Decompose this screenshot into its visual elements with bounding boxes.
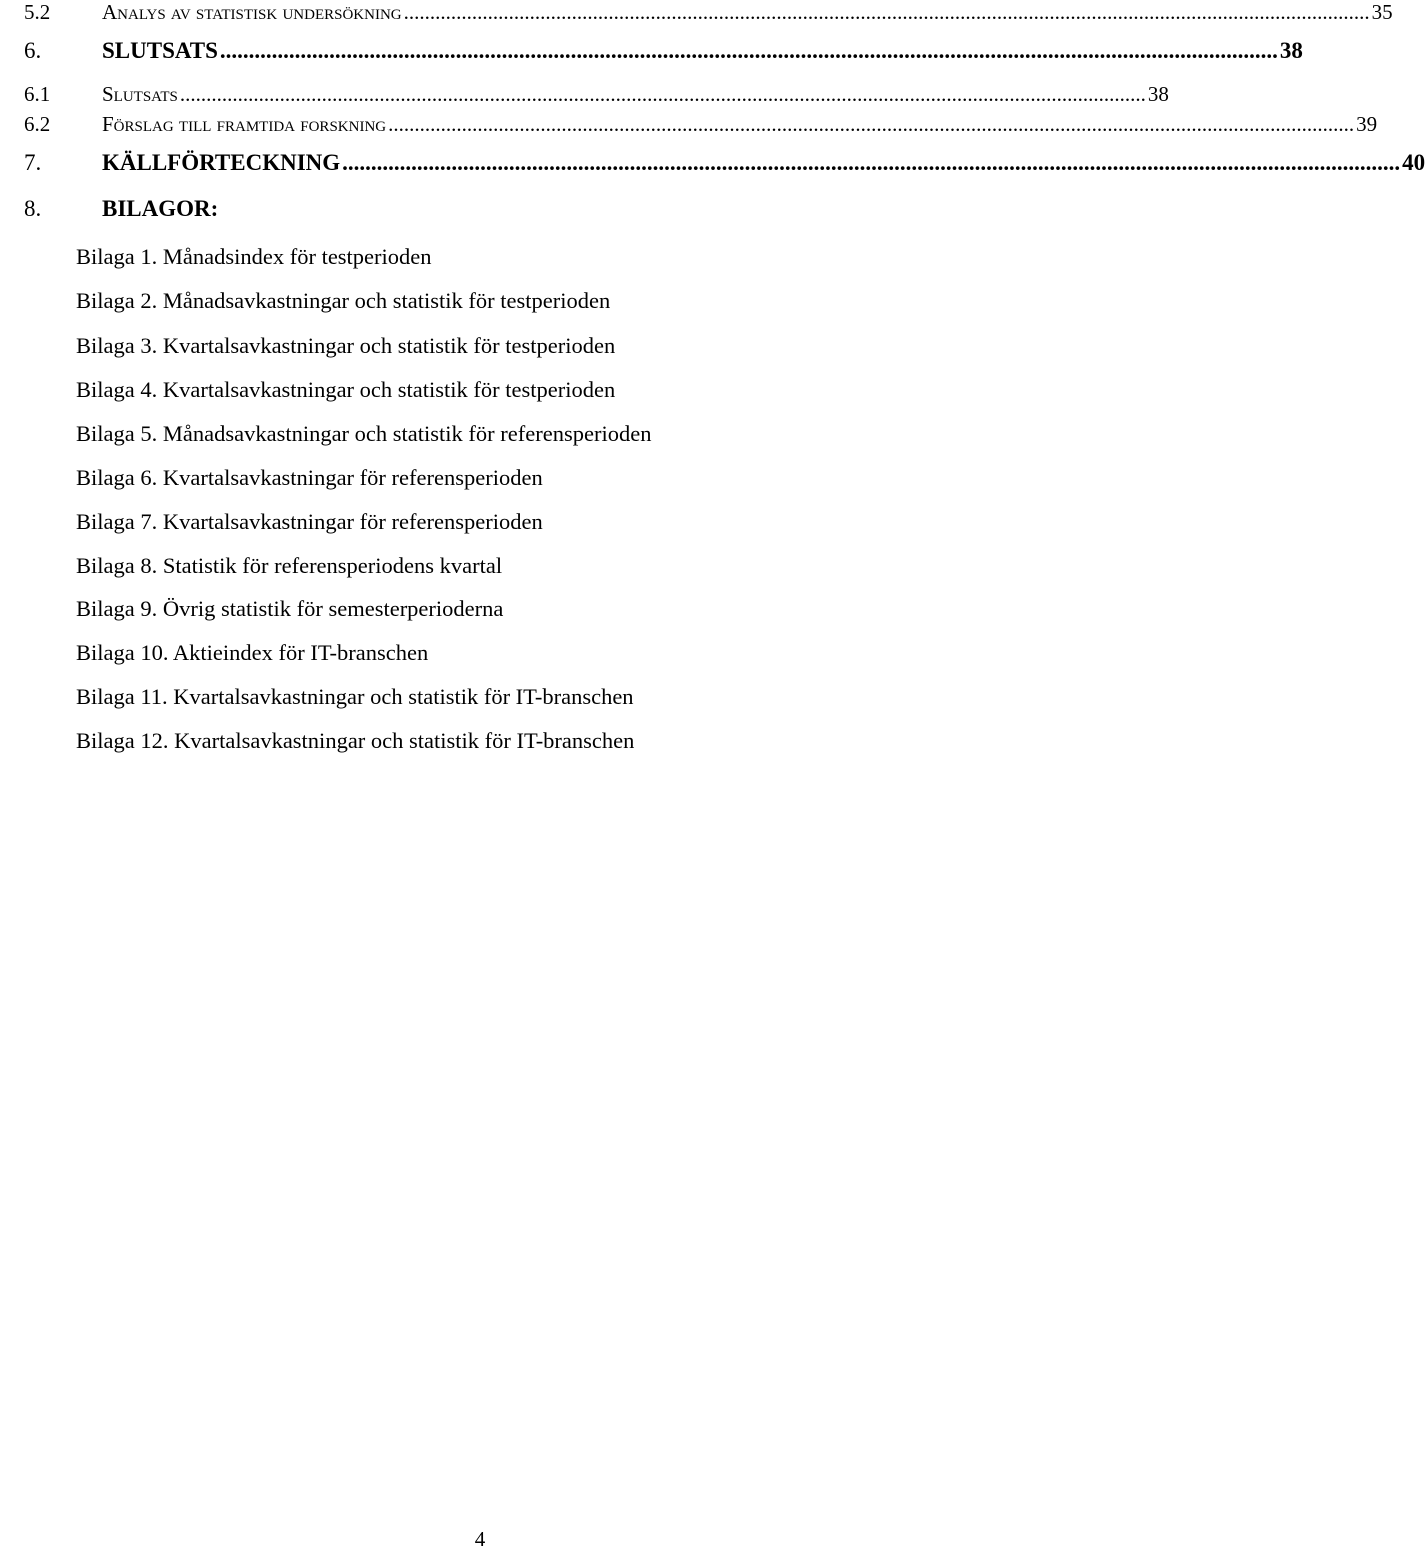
toc-entry-7 xyxy=(24,150,1425,176)
toc-leader-dots: ........................................................................................................................................................................................ xyxy=(403,0,1370,24)
toc-entry-number: 6.2 xyxy=(24,112,51,136)
toc-entry-title: KÄLLFÖRTECKNING xyxy=(102,150,341,175)
toc-entry-page: 35 xyxy=(1371,0,1393,24)
toc-entry-8-bilagor xyxy=(24,196,218,222)
toc-leader-dots: ........................................................................................................................................................................................ xyxy=(342,150,1401,175)
appendix-item: Bilaga 12. Kvartalsavkastningar och statistik för IT-branschen xyxy=(76,728,635,753)
appendix-item: Bilaga 6. Kvartalsavkastningar för referensperioden xyxy=(76,465,543,490)
appendix-item: Bilaga 4. Kvartalsavkastningar och statistik för testperioden xyxy=(76,377,616,402)
toc-entry-page: 39 xyxy=(1356,112,1378,136)
toc-entry-number: 7. xyxy=(24,150,42,175)
appendix-item: Bilaga 5. Månadsavkastningar och statistik för referensperioden xyxy=(76,421,652,446)
toc-entry-title: Analys av statistisk undersökning xyxy=(102,0,402,24)
appendix-item: Bilaga 3. Kvartalsavkastningar och statistik för testperioden xyxy=(76,333,616,358)
appendix-item: Bilaga 10. Aktieindex för IT-branschen xyxy=(76,640,429,665)
appendix-item: Bilaga 9. Övrig statistik för semesterperioderna xyxy=(76,596,504,621)
toc-entry-number: 8. xyxy=(24,196,42,221)
toc-entry-6-2 xyxy=(24,112,1378,137)
toc-entry-page: 38 xyxy=(1147,82,1169,106)
toc-leader-dots: ........................................................................................................................................................................................ xyxy=(219,38,1278,63)
toc-entry-title: BILAGOR: xyxy=(102,196,219,221)
toc-leader-dots: ........................................................................................................................................................................................ xyxy=(388,112,1355,136)
toc-entry-number: 6. xyxy=(24,38,42,63)
toc-entry-number: 5.2 xyxy=(24,0,51,24)
appendix-item: Bilaga 8. Statistik för referensperiodens kvartal xyxy=(76,553,503,578)
appendix-item: Bilaga 11. Kvartalsavkastningar och statistik för IT-branschen xyxy=(76,684,634,709)
appendix-item: Bilaga 1. Månadsindex för testperioden xyxy=(76,244,432,269)
toc-entry-title: Slutsats xyxy=(102,82,178,106)
toc-entry-5-2 xyxy=(24,0,1393,25)
toc-entry-number: 6.1 xyxy=(24,82,51,106)
toc-entry-page: 40 xyxy=(1402,150,1425,175)
toc-leader-dots: ........................................................................................................................................................................................ xyxy=(179,82,1146,106)
page-number: 4 xyxy=(474,1527,486,1551)
toc-entry-title: Förslag till framtida forskning xyxy=(102,112,387,136)
toc-entry-title: SLUTSATS xyxy=(102,38,218,63)
toc-entry-page: 38 xyxy=(1279,38,1303,63)
toc-entry-6-1 xyxy=(24,82,1169,107)
appendix-item: Bilaga 2. Månadsavkastningar och statistik för testperioden xyxy=(76,288,611,313)
toc-entry-6 xyxy=(24,38,1303,64)
appendix-item: Bilaga 7. Kvartalsavkastningar för referensperioden xyxy=(76,509,543,534)
